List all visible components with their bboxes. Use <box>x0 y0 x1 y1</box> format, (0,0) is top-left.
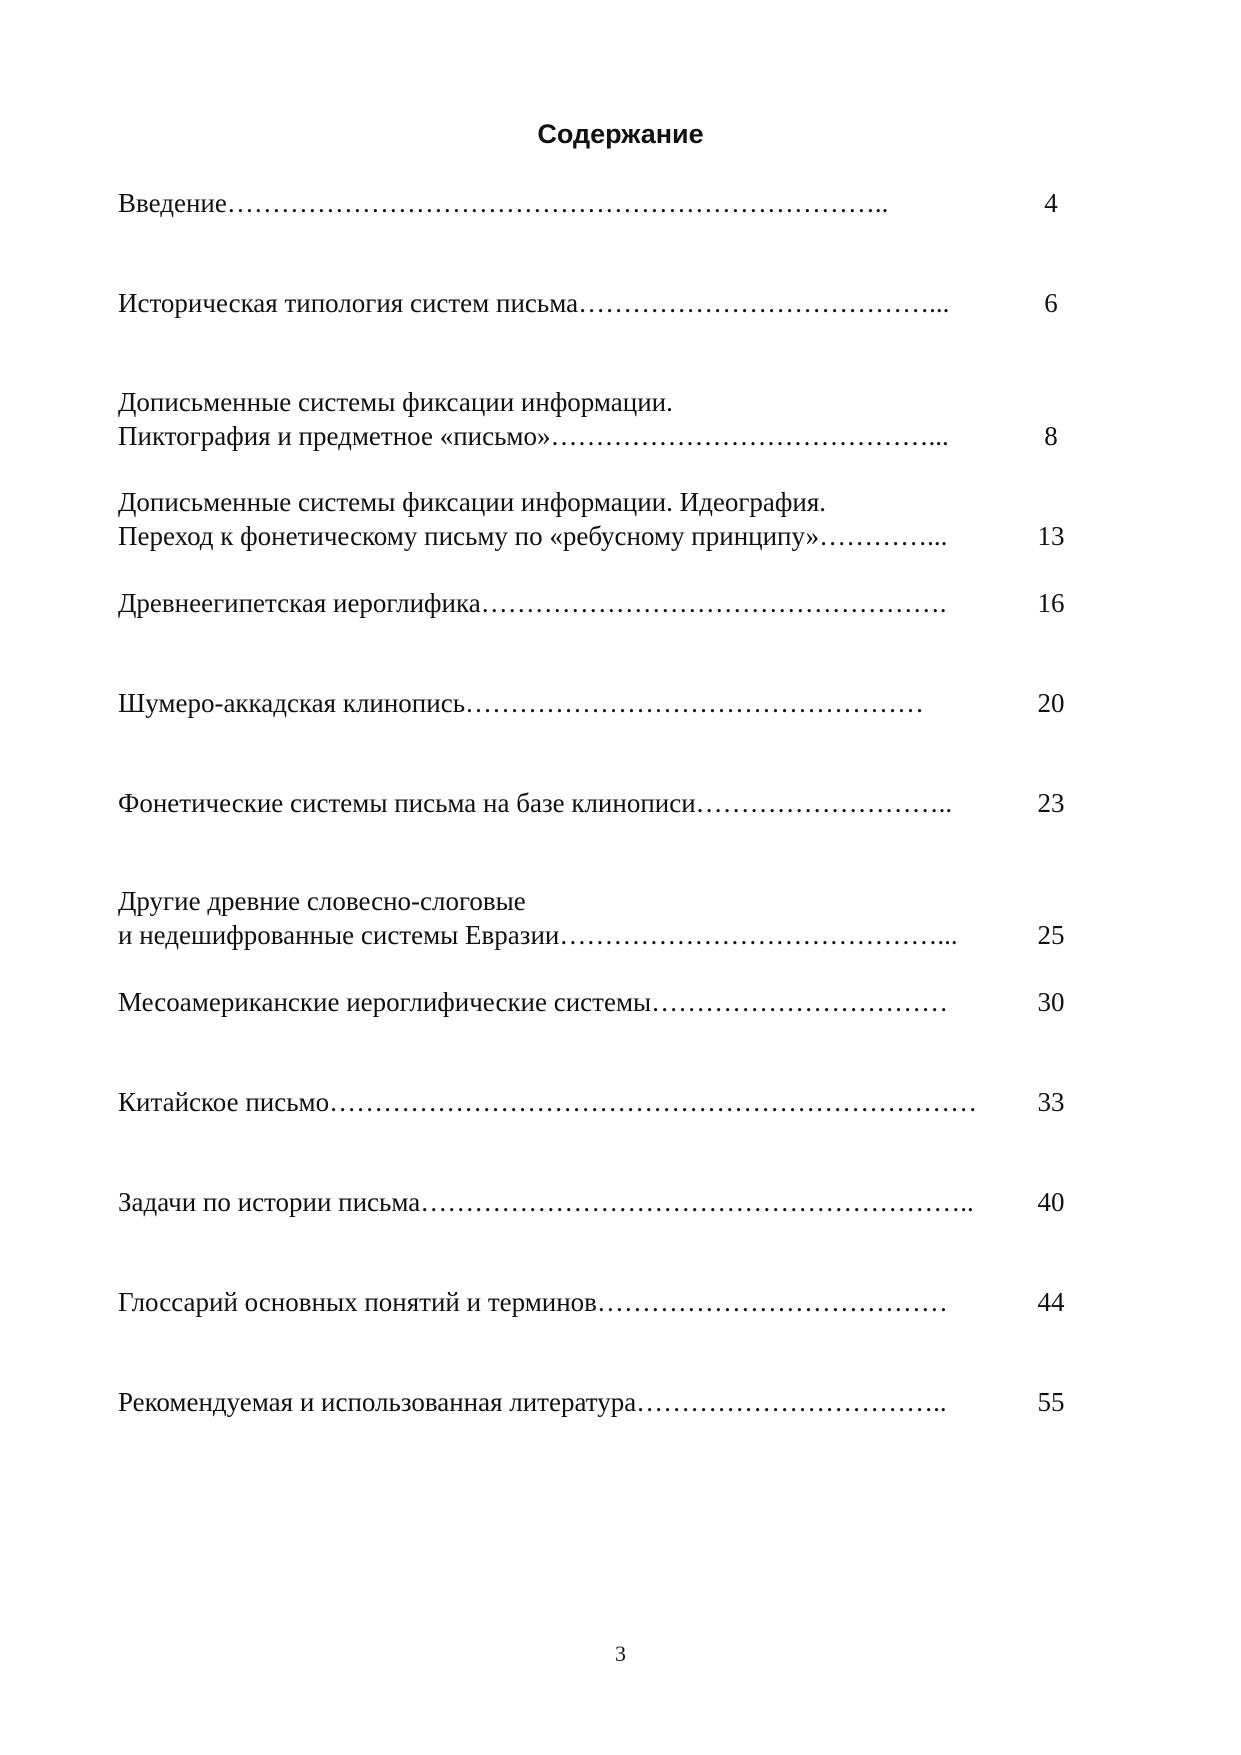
toc-page-number: 6 <box>1044 288 1058 318</box>
toc-entry-exercises[interactable] <box>118 1185 1065 1219</box>
toc-entry-title-continued: и недешифрованные системы Евразии……………………………………... <box>118 920 958 950</box>
toc-entry-title: Историческая типология систем письма…………………………………... <box>118 288 950 318</box>
toc-entry-chinese-writing[interactable] <box>118 1085 1065 1119</box>
toc-entry-references[interactable] <box>118 1385 1065 1419</box>
toc-page-number: 4 <box>1044 188 1058 218</box>
toc-page-number: 55 <box>1037 1387 1065 1417</box>
toc-page-number: 40 <box>1037 1187 1065 1217</box>
toc-entry-pictography[interactable] <box>118 385 1058 453</box>
toc-page-number: 23 <box>1037 788 1065 818</box>
toc-entry-mesoamerican[interactable] <box>118 985 1065 1019</box>
toc-page-number: 30 <box>1037 987 1065 1017</box>
toc-entry-title: Задачи по истории письма…………………………………………………….. <box>118 1187 974 1217</box>
toc-entry-title: Дописьменные системы фиксации информации. <box>118 387 673 417</box>
toc-page-number: 25 <box>1037 920 1065 950</box>
toc-entry-phonetic-cuneiform[interactable] <box>118 786 1065 820</box>
toc-entry-title: Другие древние словесно-слоговые <box>118 886 526 916</box>
toc-page-number: 33 <box>1037 1087 1065 1117</box>
toc-entry-title: Китайское письмо……………………………………………………………… <box>118 1087 978 1117</box>
toc-page-number: 16 <box>1037 588 1065 618</box>
toc-entry-glossary[interactable] <box>118 1285 1065 1319</box>
toc-entry-title: Введение……………………………………………………………….. <box>118 188 889 218</box>
toc-entry-title: Фонетические системы письма на базе клинописи……………………….. <box>118 788 953 818</box>
page-title: Содержание <box>537 119 704 149</box>
toc-page-number: 20 <box>1037 688 1065 718</box>
page-number: 3 <box>615 1641 626 1666</box>
toc-entry-introduction[interactable] <box>118 186 1058 220</box>
toc-entry-egyptian-hieroglyphs[interactable] <box>118 586 1065 620</box>
toc-entry-ideography[interactable] <box>118 485 1065 553</box>
toc-entry-title: Глоссарий основных понятий и терминов………………………………… <box>118 1287 948 1317</box>
toc-entry-title: Дописьменные системы фиксации информации. Идеография. <box>118 487 827 517</box>
toc-entry-eurasian-systems[interactable] <box>118 884 1065 952</box>
toc-page-number: 8 <box>1044 421 1058 451</box>
toc-entry-title: Рекомендуемая и использованная литература…………………………….. <box>118 1387 947 1417</box>
toc-entry-title: Древнеегипетская иероглифика……………………………………………. <box>118 588 947 618</box>
toc-entry-title: Месоамериканские иероглифические системы…………………………… <box>118 987 949 1017</box>
toc-page-number: 13 <box>1037 521 1065 551</box>
toc-entry-cuneiform[interactable] <box>118 686 1065 720</box>
toc-page-number: 44 <box>1037 1287 1065 1317</box>
toc-entry-historical-typology[interactable] <box>118 286 1058 320</box>
toc-entry-title: Шумеро-аккадская клинопись…………………………………………… <box>118 688 925 718</box>
toc-entry-title-continued: Пиктография и предметное «письмо»……………………………………... <box>118 421 949 451</box>
toc-entry-title-continued: Переход к фонетическому письму по «ребусному принципу»…………... <box>118 521 948 551</box>
